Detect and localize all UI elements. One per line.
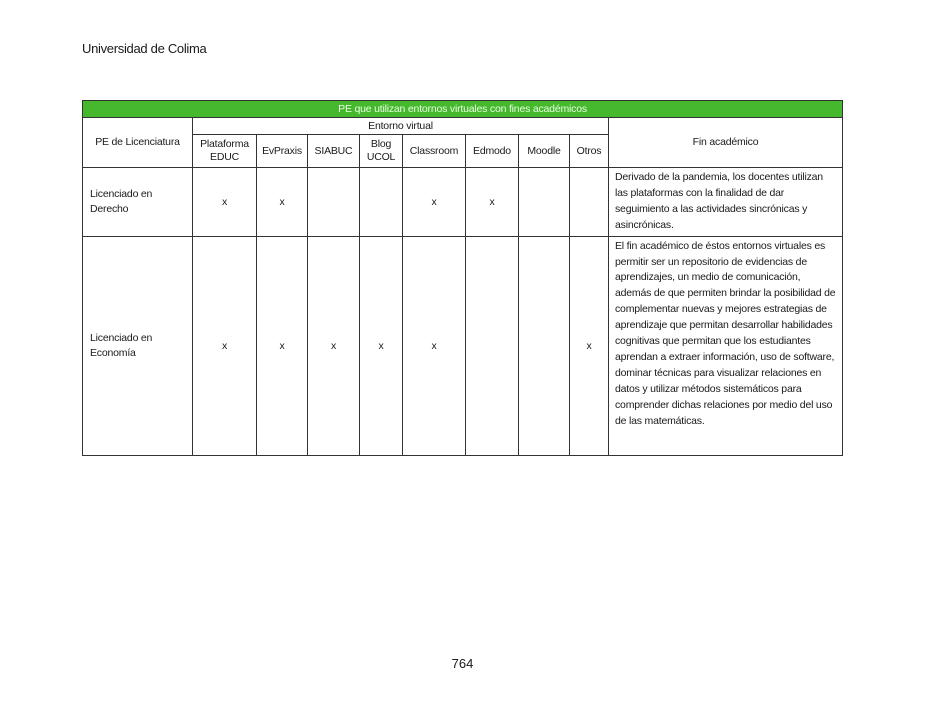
usage-mark: x <box>193 236 257 455</box>
platform-header: Blog UCOL <box>360 135 403 168</box>
usage-mark <box>570 168 609 237</box>
platform-header: EvPraxis <box>257 135 308 168</box>
usage-mark: x <box>257 168 308 237</box>
purpose-cell: Derivado de la pandemia, los docentes utilizan las plataformas con la finalidad de dar seguimiento a las actividades sincrónicas y asincrónicas. <box>609 168 843 237</box>
usage-mark: x <box>308 236 360 455</box>
platform-header: Edmodo <box>466 135 519 168</box>
platform-header: Plataforma EDUC <box>193 135 257 168</box>
platform-header: Otros <box>570 135 609 168</box>
institution-header: Universidad de Colima <box>82 41 207 56</box>
usage-mark <box>360 168 403 237</box>
usage-mark: x <box>403 236 466 455</box>
table-row <box>83 168 843 237</box>
platform-header: SIABUC <box>308 135 360 168</box>
program-column-header: PE de Licenciatura <box>83 118 193 168</box>
platform-header: Classroom <box>403 135 466 168</box>
usage-mark: x <box>193 168 257 237</box>
usage-mark: x <box>466 168 519 237</box>
virtual-environments-table <box>82 100 843 456</box>
platform-header: Moodle <box>519 135 570 168</box>
environment-group-header: Entorno virtual <box>193 118 609 135</box>
table-row <box>83 236 843 455</box>
program-cell: Licenciado en Economía <box>83 236 193 455</box>
usage-mark: x <box>403 168 466 237</box>
page-number: 764 <box>451 656 474 671</box>
purpose-cell: El fin académico de éstos entornos virtuales es permitir ser un repositorio de evidencias de aprendizajes, un medio de comunicación, además de que permiten brindar la posibilidad de complementar nuevas y mejores estrategias de aprendizaje que permitan desarrollar habilidades cognitivas que permitan que los estudiantes aprendan a extraer información, uso de software, dominar técnicas para visualizar relaciones en datos y utilizar métodos sistemáticos para comprender dichas relaciones por medio del uso de las matemáticas. <box>609 236 843 455</box>
usage-mark: x <box>257 236 308 455</box>
usage-mark <box>308 168 360 237</box>
usage-mark <box>466 236 519 455</box>
usage-mark: x <box>360 236 403 455</box>
program-cell: Licenciado en Derecho <box>83 168 193 237</box>
purpose-column-header: Fin académico <box>609 118 843 168</box>
usage-mark <box>519 236 570 455</box>
usage-mark: x <box>570 236 609 455</box>
usage-mark <box>519 168 570 237</box>
table-title: PE que utilizan entornos virtuales con fines académicos <box>83 101 843 118</box>
